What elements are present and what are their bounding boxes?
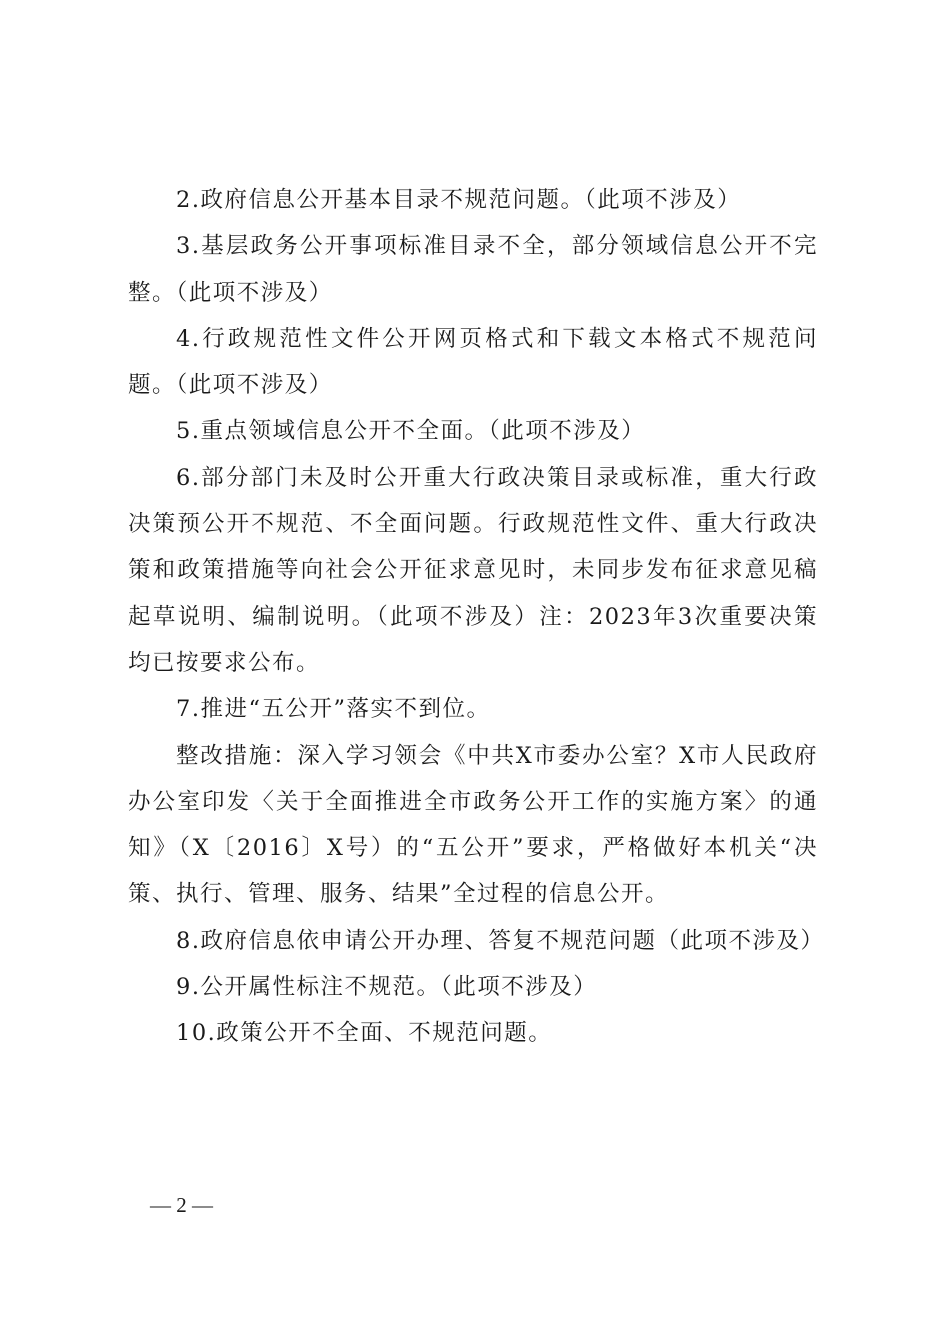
paragraph-item-8: 8.政府信息依申请公开办理、答复不规范问题（此项不涉及） bbox=[176, 927, 825, 954]
paragraph-item-6: 6.部分部门未及时公开重大行政决策目录或标准，重大行政决策预公开不规范、不全面问题。行政规范性文件、重大行政决策和政策措施等向社会公开征求意见时，未同步发布征求意见稿起草说明、编制说明。（此项不涉及）注：2023年3次重要决策均已按要求公布。 bbox=[128, 464, 818, 676]
document-body bbox=[128, 177, 825, 1057]
paragraph-item-2: 2.政府信息公开基本目录不规范问题。（此项不涉及） bbox=[176, 187, 742, 213]
paragraph-item-9: 9.公开属性标注不规范。（此项不涉及） bbox=[176, 974, 598, 1001]
paragraph-item-3: 3.基层政务公开事项标准目录不全，部分领域信息公开不完整。（此项不涉及） bbox=[128, 233, 818, 306]
paragraph-item-4: 4.行政规范性文件公开网页格式和下载文本格式不规范问题。（此项不涉及） bbox=[128, 325, 818, 399]
paragraph-item-7: 7.推进“五公开”落实不到位。 bbox=[176, 696, 491, 723]
paragraph-rectification-measures: 整改措施：深入学习领会《中共X市委办公室？X市人民政府办公室印发〈关于全面推进全市政务公开工作的实施方案〉的通知》（X〔2016〕X号）的“五公开”要求，严格做好本机关“决策、执行、管理、服务、结果”全过程的信息公开。 bbox=[128, 742, 818, 908]
paragraph-item-5: 5.重点领域信息公开不全面。（此项不涉及） bbox=[176, 418, 646, 445]
paragraph-item-10: 10.政策公开不全面、不规范问题。 bbox=[176, 1020, 553, 1047]
page-number: — 2 — bbox=[150, 1193, 213, 1217]
